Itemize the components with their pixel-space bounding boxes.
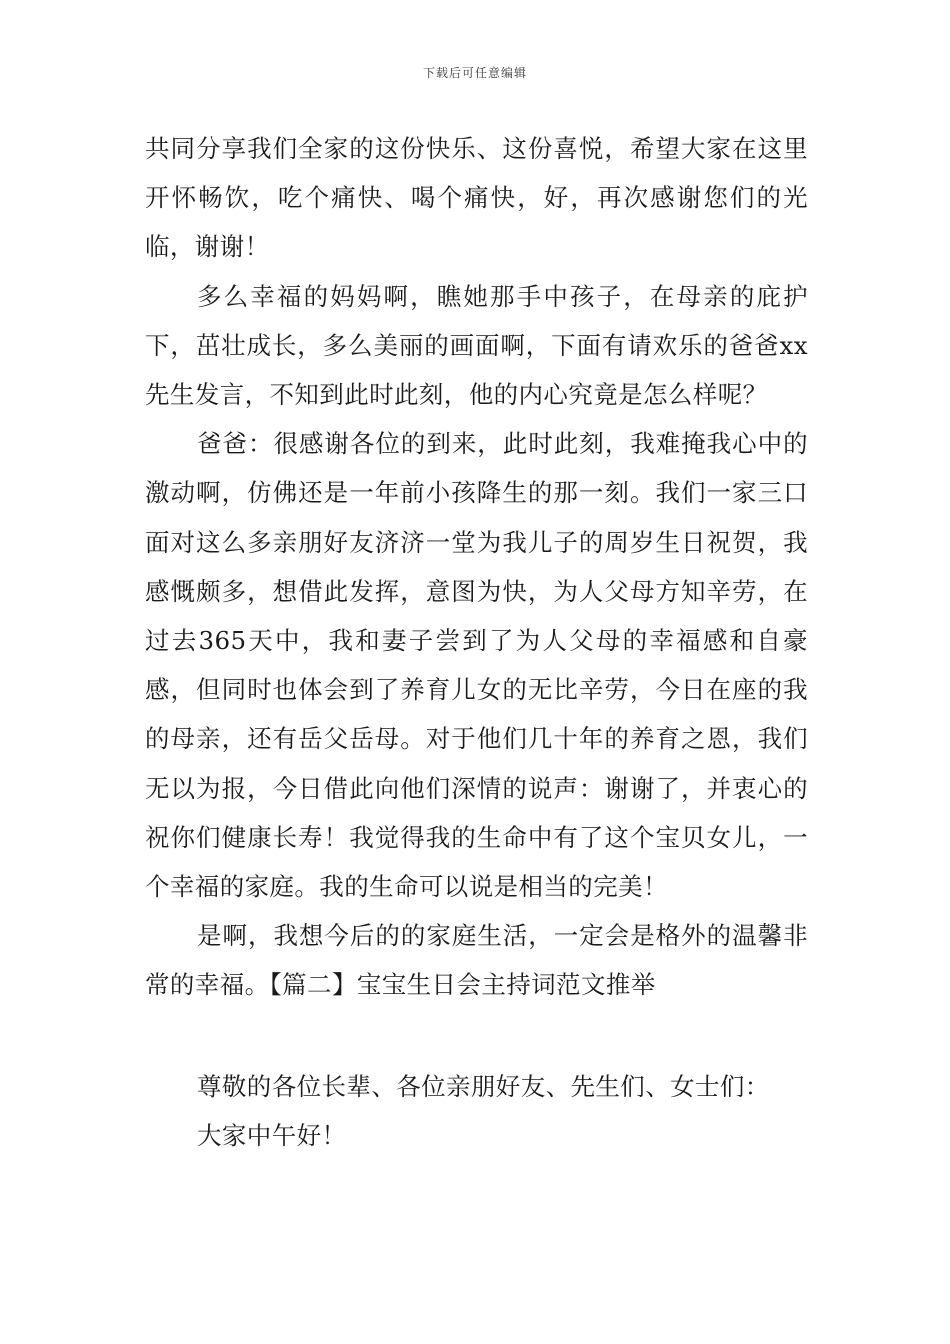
section-spacer (145, 1010, 808, 1062)
greeting-opening: 大家中午好！ (197, 1120, 347, 1150)
paragraph-closing-thanks: 共同分享我们全家的这份快乐、这份喜悦，希望大家在这里开怀畅饮，吃个痛快、喝个痛快，好，再次感谢您们的光临，谢谢！ (145, 134, 808, 262)
paragraph-father-speech: 爸爸：很感谢各位的到来，此时此刻，我难掩我心中的激动啊，仿佛还是一年前小孩降生的那一刻。我们一家三口面对这么多亲朋好友济济一堂为我儿子的周岁生日祝贺，我感慨颇多，想借此发挥，意图为快，为人父母方知辛劳，在过去365天中，我和妻子尝到了为人父母的幸福感和自豪感，但同时也体会到了养育儿女的无比辛劳，今日在座的我的母亲，还有岳父岳母。对于他们几十年的养育之恩，我们无以为报，今日借此向他们深情的说声：谢谢了，并衷心的祝你们健康长寿！我觉得我的生命中有了这个宝贝女儿，一个幸福的家庭。我的生命可以说是相当的完美！ (145, 429, 808, 902)
greeting-salutation: 尊敬的各位长辈、各位亲朋好友、先生们、女士们： (197, 1071, 770, 1101)
paragraph-section-two-heading: 是啊，我想今后的的家庭生活，一定会是格外的温馨非常的幸福。【篇二】宝宝生日会主持词范文推举 (145, 921, 808, 1000)
document-body (145, 124, 808, 1160)
page-header: 下载后可任意编辑 (422, 66, 527, 80)
paragraph-mother-intro: 多么幸福的妈妈啊，瞧她那手中孩子，在母亲的庇护下，茁壮成长，多么美丽的画面啊，下面有请欢乐的爸爸xx先生发言，不知到此时此刻，他的内心究竟是怎么样呢？ (145, 281, 808, 410)
